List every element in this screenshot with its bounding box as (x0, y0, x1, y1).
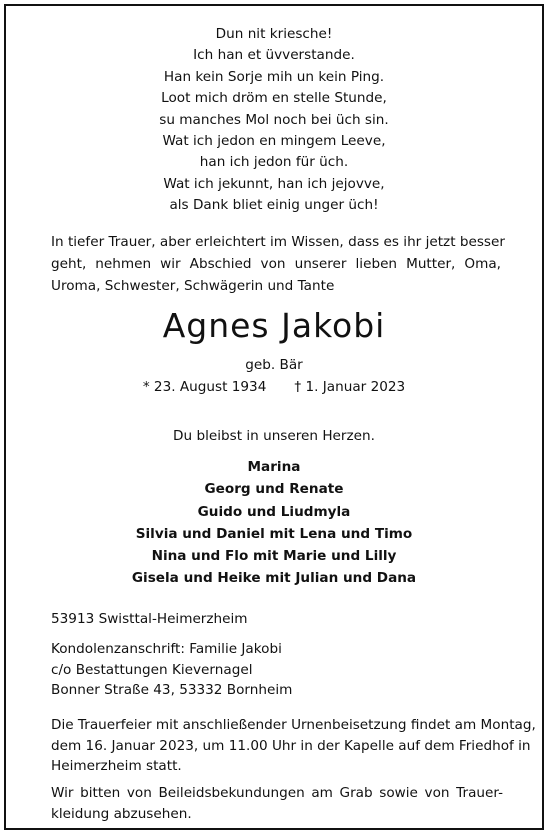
family-member: Nina und Flo mit Marie und Lilly (151, 548, 397, 565)
poem-line: Wat ich jekunnt, han ich jejovve, (163, 175, 385, 192)
intro-line: geht, nehmen wir Abschied von unserer lieben Mutter, Oma, (51, 256, 501, 272)
ceremony-line: dem 16. Januar 2023, um 11.00 Uhr in der Kapelle auf dem Friedhof in (51, 737, 531, 754)
request-text (51, 783, 503, 824)
address-line: Kondolenzanschrift: Familie Jakobi (51, 641, 282, 657)
poem-line: han ich jedon für üch. (199, 154, 349, 171)
address-line: Bonner Straße 43, 53332 Bornheim (51, 682, 293, 698)
poem-line: Dun nit kriesche! (215, 26, 333, 42)
intro-text (51, 231, 505, 297)
deceased-name: Agnes Jakobi (162, 306, 386, 345)
death-date: † 1. Januar 2023 (294, 379, 406, 395)
ceremony-text (51, 715, 536, 777)
ceremony-line: Die Trauerfeier mit anschließender Urnenbeisetzung findet am Montag, (51, 717, 536, 733)
request-line: kleidung abzusehen. (51, 805, 192, 822)
family-list (6, 456, 542, 590)
poem (6, 24, 542, 217)
request-line: Wir bitten von Beileidsbekundungen am Grab sowie von Trauer- (51, 785, 503, 801)
family-member: Silvia und Daniel mit Lena und Timo (135, 525, 413, 542)
obituary-notice (4, 4, 544, 830)
place: 53913 Swisttal-Heimerzheim (51, 611, 248, 627)
birth-name: geb. Bär (245, 357, 303, 373)
intro-line: Uroma, Schwester, Schwägerin und Tante (51, 278, 335, 294)
birth-date: * 23. August 1934 (142, 379, 267, 395)
poem-line: Wat ich jedon en mingem Leeve, (162, 133, 386, 150)
motto: Du bleibst in unseren Herzen. (173, 428, 375, 444)
poem-line: Ich han et üvverstande. (193, 47, 355, 64)
poem-line: als Dank bliet einig unger üch! (169, 197, 379, 214)
intro-line: In tiefer Trauer, aber erleichtert im Wissen, dass es ihr jetzt besser (51, 234, 505, 250)
condolence-address (51, 639, 292, 701)
address-line: c/o Bestattungen Kievernagel (51, 661, 253, 678)
life-dates (6, 377, 542, 397)
family-member: Guido und Liudmyla (197, 503, 351, 520)
family-member: Marina (247, 459, 301, 475)
ceremony-line: Heimerzheim statt. (51, 758, 182, 774)
poem-line: Loot mich dröm en stelle Stunde, (161, 90, 387, 107)
poem-line: su manches Mol noch bei üch sin. (159, 111, 389, 128)
family-member: Georg und Renate (204, 481, 344, 498)
poem-line: Han kein Sorje mih un kein Ping. (163, 68, 385, 85)
family-member: Gisela und Heike mit Julian und Dana (131, 570, 417, 587)
